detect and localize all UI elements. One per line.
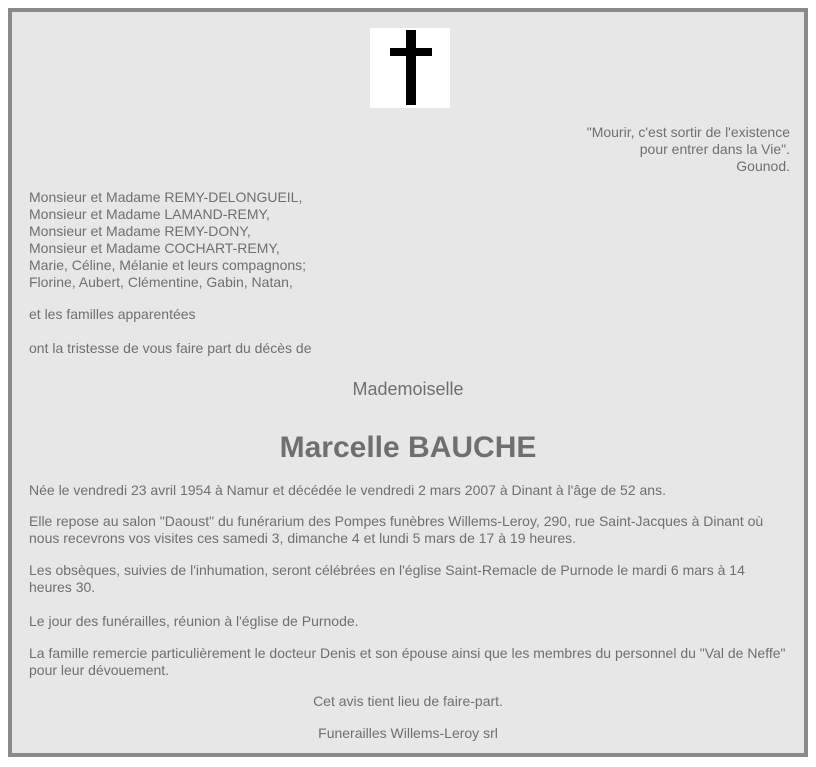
- announcement-text: ont la tristesse de vous faire part du décès de: [29, 340, 312, 356]
- family-line: Marie, Céline, Mélanie et leurs compagnons;: [29, 257, 307, 273]
- meeting-text: Le jour des funérailles, réunion à l'église de Purnode.: [29, 613, 359, 629]
- family-line: Monsieur et Madame COCHART-REMY,: [29, 240, 280, 256]
- birth-death-text: Née le vendredi 23 avril 1954 à Namur et décédée le vendredi 2 mars 2007 à Dinant à l'âge de 52 ans.: [29, 482, 666, 498]
- family-line: Monsieur et Madame LAMAND-REMY,: [29, 206, 270, 222]
- deceased-title: Mademoiselle: [352, 379, 464, 399]
- funeral-service-text: Les obsèques, suivies de l'inhumation, seront célébrées en l'église Saint-Remacle de Purnode le mardi 6 mars à 14 heures 30.: [29, 562, 745, 595]
- cross-icon: [370, 28, 450, 108]
- funeral-home-name: Funerailles Willems-Leroy srl: [318, 725, 498, 741]
- notice-text: Cet avis tient lieu de faire-part.: [313, 693, 503, 709]
- epigraph-line: pour entrer dans la Vie".: [639, 141, 790, 157]
- deceased-name: Marcelle BAUCHE: [279, 431, 537, 464]
- family-line: Monsieur et Madame REMY-DONY,: [29, 223, 251, 239]
- epigraph-quote: [587, 124, 790, 175]
- related-families: et les familles apparentées: [29, 306, 196, 322]
- family-list: [29, 189, 306, 291]
- resting-place-text: Elle repose au salon "Daoust" du funérarium des Pompes funèbres Willems-Leroy, 290, rue Saint-Jacques à Dinant où nous recevrons vos visites ces samedi 3, dimanche 4 et lundi 5 mars de 17 à 19 heures.: [29, 513, 764, 546]
- thanks-text: La famille remercie particulièrement le docteur Denis et son épouse ainsi que les membres du personnel du "Val de Neffe" pour leur dévouement.: [29, 645, 786, 678]
- family-line: Monsieur et Madame REMY-DELONGUEIL,: [29, 189, 303, 205]
- epigraph-author: Gounod.: [736, 158, 790, 174]
- obituary-card: [8, 8, 808, 757]
- family-line: Florine, Aubert, Clémentine, Gabin, Natan,: [29, 274, 293, 290]
- epigraph-line: "Mourir, c'est sortir de l'existence: [586, 124, 790, 140]
